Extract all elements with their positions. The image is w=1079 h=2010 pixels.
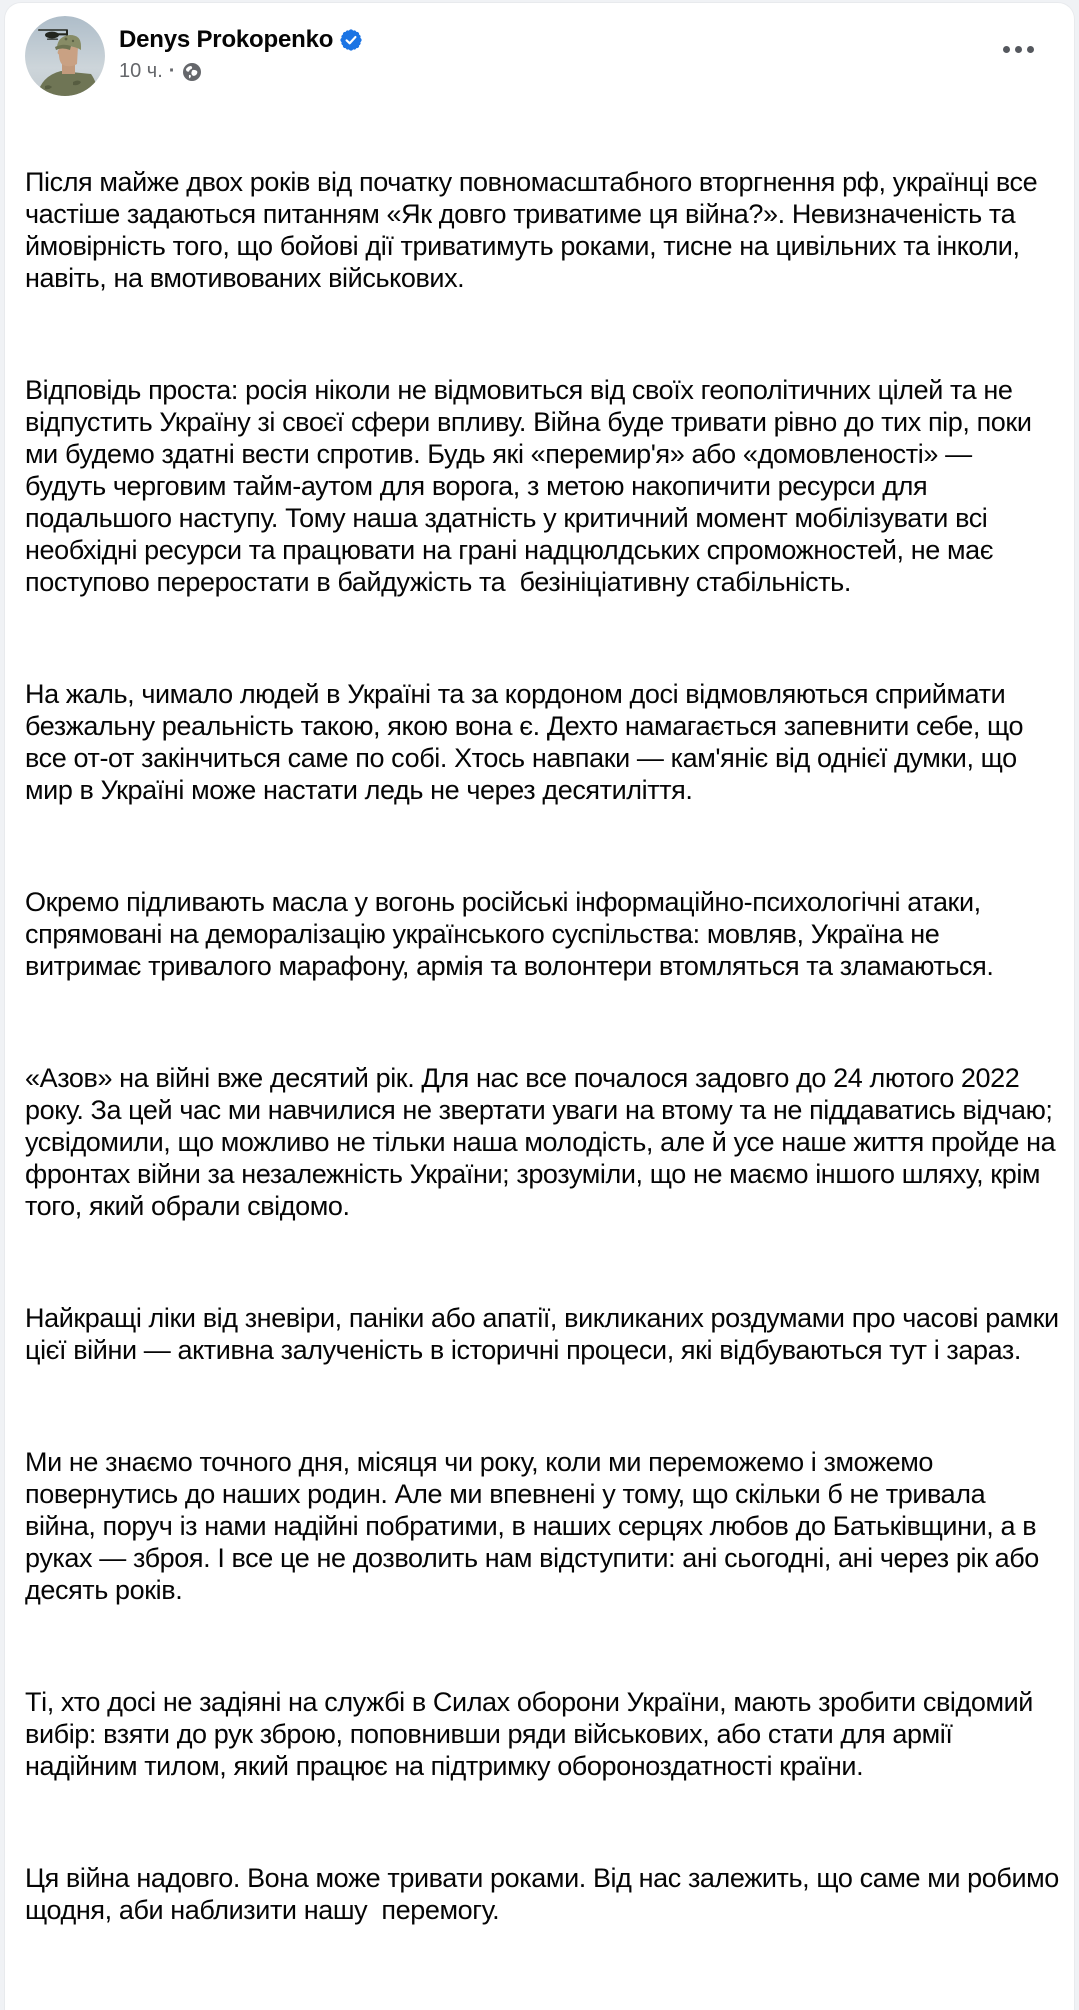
avatar[interactable] [25, 16, 105, 96]
post-body [25, 102, 1067, 1990]
post-paragraph: Ті, хто досі не задіяні на службі в Силах оборони України, мають зробити свідомий вибір: взяти до рук зброю, поповнивши ряди військових, або стати для армії надійним тилом, який працює на підтримку обороноздатності країни. [25, 1687, 1041, 1781]
more-options-icon [1027, 46, 1034, 53]
author-name-row [119, 26, 997, 54]
facebook-post-card [5, 3, 1074, 2010]
post-paragraph: На жаль, чимало людей в Україні та за кордоном досі відмовляються сприймати безжальну реальність такою, якою вона є. Дехто намагається запевнити себе, що все от-от закінчиться саме по собі. Хтось навпаки — кам'яніє від однієї думки, що мир в Україні може настати ледь не через десятиліття. [25, 679, 1031, 805]
post-paragraph: Окремо підливають масла у вогонь російські інформаційно-психологічні атаки, спрямовані на деморалізацію українського суспільства: мовляв, Україна не витримає тривалого марафону, армія та волонтери втомляться та зламаються. [25, 887, 994, 981]
post-paragraph: «Азов» на війні вже десятий рік. Для нас все почалося задовго до 24 лютого 2022 року. За цей час ми навчилися не звертати уваги на втому та не піддаватись відчаю; усвідомили, що можливо не тільки наша молодість, але й усе наше життя пройде на фронтах війни за незалежність України; зрозуміли, що не маємо іншого шляху, крім того, який обрали свідомо. [25, 1063, 1063, 1221]
post-header [25, 16, 1054, 96]
more-options-icon [1015, 46, 1022, 53]
timestamp[interactable]: 10 ч. [119, 60, 163, 82]
post-author-block [119, 16, 997, 83]
post-paragraph: Відповідь проста: росія ніколи не відмовиться від своїх геополітичних цілей та не відпустить Україну зі своєї сфери впливу. Війна буде тривати рівно до тих пір, поки ми будемо здатні вести спротив. Будь які «перемир'я» або «домовленості» — будуть черговим тайм-аутом для ворога, з метою накопичити ресурси для подальшого наступу. Тому наша здатність у критичний момент мобілізувати всі необхідні ресурси та працювати на грані надцюлдських спроможностей, не має поступово переростати в байдужість та безініціативну стабільність. [25, 375, 1039, 597]
verified-icon [340, 29, 362, 51]
meta-separator: · [168, 60, 176, 82]
post-paragraph: Після майже двох років від початку повномасштабного вторгнення рф, українці все частіше задаються питанням «Як довго триватиме ця війна?». Невизначеність та ймовірність того, що бойові дії триватимуть роками, тисне на цивільних та інколи, навіть, на вмотивованих військових. [25, 167, 1045, 293]
post-paragraph: Найкращі ліки від зневіри, паніки або апатії, викликаних роздумами про часові рамки цієї війни — активна залученість в історичні процеси, які відбуваються тут і зараз. [25, 1303, 1066, 1365]
author-name[interactable]: Denys Prokopenko [119, 26, 334, 53]
post-meta [119, 60, 997, 83]
post-paragraph: Ми не знаємо точного дня, місяця чи року, коли ми переможемо і зможемо повернутись до наших родин. Але ми впевнені у тому, що скільки б не тривала війна, поруч із нами надійні побратими, в наших серцях любов до Батьківщини, а в руках — зброя. І все це не дозволить нам відступити: ані сьогодні, ані через рік або десять років. [25, 1447, 1047, 1605]
globe-icon [182, 62, 202, 82]
post-paragraph: Ця війна надовго. Вона може тривати роками. Від нас залежить, що саме ми робимо щодня, аби наблизити нашу перемогу. [25, 1863, 1067, 1925]
more-options-icon [1003, 46, 1010, 53]
avatar-photo [25, 16, 105, 96]
more-options-button[interactable] [997, 36, 1040, 63]
